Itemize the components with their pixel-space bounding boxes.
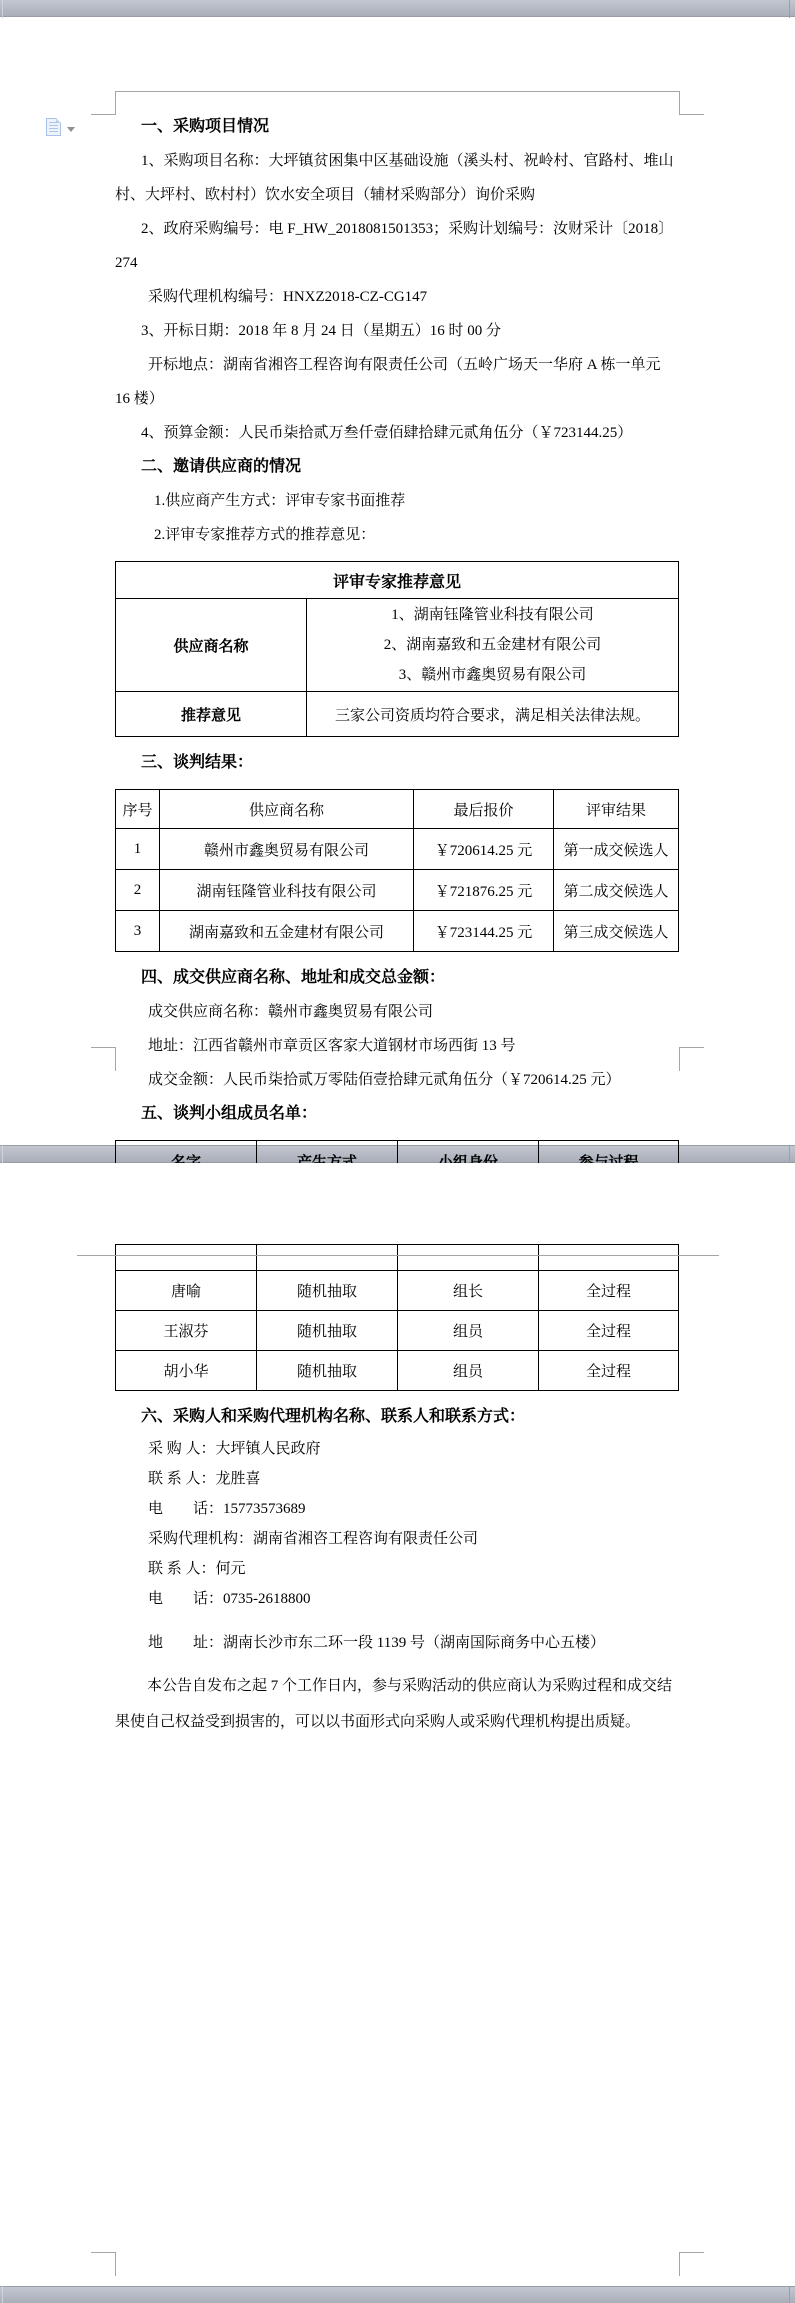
margin-mark-bottom-right-vertical-page2 bbox=[679, 2252, 680, 2276]
cell-result: 第一成交候选人 bbox=[554, 829, 679, 870]
cell-participation: 全过程 bbox=[539, 1271, 679, 1311]
supplier-3: 3、赣州市鑫奥贸易有限公司 bbox=[398, 667, 587, 683]
para-bid-opening-date: 3、开标日期：2018 年 8 月 24 日（星期五）16 时 00 分 bbox=[141, 323, 502, 339]
cell-member-name: 王淑芬 bbox=[116, 1311, 257, 1351]
cell-supplier: 湖南嘉致和五金建材有限公司 bbox=[160, 911, 414, 952]
supplier-1: 1、湖南钰隆管业科技有限公司 bbox=[391, 607, 594, 623]
margin-mark-bottom-right-vertical-page1 bbox=[679, 1047, 680, 1071]
empty-cell bbox=[539, 1245, 679, 1271]
para-agency: 采购代理机构：湖南省湘咨工程咨询有限责任公司 bbox=[148, 1531, 479, 1547]
section-heading-1: 一、采购项目情况 bbox=[141, 118, 270, 135]
page-fold-corner-shade bbox=[56, 118, 61, 123]
section-heading-3: 三、谈判结果： bbox=[141, 754, 254, 771]
para-bid-opening-place: 开标地点：湖南省湘咨工程咨询有限责任公司（五岭广场天一华府 A 栋一单元 16 楼） bbox=[115, 357, 661, 407]
para-contact-person-1: 联 系 人：龙胜喜 bbox=[148, 1471, 261, 1487]
cell-selection: 随机抽取 bbox=[257, 1351, 398, 1391]
section-heading-4: 四、成交供应商名称、地址和成交总金额： bbox=[141, 969, 446, 986]
para-agency-number: 采购代理机构编号：HNXZ2018-CZ-CG147 bbox=[148, 289, 428, 305]
document-page-1 bbox=[0, 18, 795, 1145]
table-row bbox=[116, 911, 679, 952]
cell-offer: ￥720614.25 元 bbox=[414, 829, 554, 870]
margin-mark-top-right-horizontal bbox=[679, 114, 704, 115]
document-lines-glyph bbox=[49, 122, 58, 132]
margin-mark-bottom-left-horizontal-page2 bbox=[91, 2252, 115, 2253]
cell-seq: 2 bbox=[116, 870, 160, 911]
cell-offer: ￥721876.25 元 bbox=[414, 870, 554, 911]
margin-mark-bottom-right-horizontal-page1 bbox=[679, 1047, 704, 1048]
table-row-continuation bbox=[116, 1245, 679, 1271]
cell-role: 组员 bbox=[398, 1351, 539, 1391]
supplier-2: 2、湖南嘉致和五金建材有限公司 bbox=[383, 637, 602, 653]
para-project-name: 1、采购项目名称：大坪镇贫困集中区基础设施（溪头村、祝岭村、官路村、堆山村、大坪村、欧村村）饮水安全项目（辅材采购部分）询价采购 bbox=[115, 153, 674, 203]
text-boundary-top-line-page2 bbox=[77, 1255, 719, 1256]
col-header-review-result: 评审结果 bbox=[554, 790, 679, 829]
cell-seq: 1 bbox=[116, 829, 160, 870]
para-winner-address: 地址：江西省赣州市章贡区客家大道钢材市场西街 13 号 bbox=[148, 1038, 516, 1054]
col-header-seq: 序号 bbox=[116, 790, 160, 829]
table-row bbox=[116, 1271, 679, 1311]
margin-mark-bottom-left-vertical-page2 bbox=[115, 2252, 116, 2276]
section-heading-6: 六、采购人和采购代理机构名称、联系人和联系方式： bbox=[141, 1408, 526, 1425]
col-header-final-offer: 最后报价 bbox=[414, 790, 554, 829]
cell-member-name: 胡小华 bbox=[116, 1351, 257, 1391]
document-page-2 bbox=[0, 1163, 795, 2286]
para-procurement-number: 2、政府采购编号：电 F_HW_2018081501353；采购计划编号：汝财采计〔2018〕274 bbox=[115, 221, 674, 271]
margin-mark-bottom-left-horizontal-page1 bbox=[91, 1047, 115, 1048]
cell-role: 组长 bbox=[398, 1271, 539, 1311]
para-closing-statement: 本公告自发布之起 7 个工作日内，参与采购活动的供应商认为采购过程和成交结果使自己权益受到损害的，可以以书面形式向采购人或采购代理机构提出质疑。 bbox=[115, 1678, 673, 1730]
section-heading-2: 二、邀请供应商的情况 bbox=[141, 458, 302, 475]
app-background-band-bottom bbox=[0, 2286, 795, 2303]
cell-result: 第二成交候选人 bbox=[554, 870, 679, 911]
margin-mark-bottom-right-horizontal-page2 bbox=[679, 2252, 704, 2253]
cell-member-name: 唐喻 bbox=[116, 1271, 257, 1311]
margin-mark-bottom-left-vertical-page1 bbox=[115, 1047, 116, 1071]
section-heading-5: 五、谈判小组成员名单： bbox=[141, 1105, 318, 1122]
panel-member-table-rows bbox=[115, 1244, 679, 1391]
cell-seq: 3 bbox=[116, 911, 160, 952]
margin-mark-top-left-horizontal bbox=[91, 114, 115, 115]
cell-supplier: 赣州市鑫奥贸易有限公司 bbox=[160, 829, 414, 870]
table-row bbox=[116, 829, 679, 870]
table-row bbox=[116, 870, 679, 911]
cell-selection: 随机抽取 bbox=[257, 1271, 398, 1311]
table-row bbox=[116, 1311, 679, 1351]
para-contact-person-2: 联 系 人：何元 bbox=[148, 1561, 246, 1577]
para-address: 地 址：湖南长沙市东二环一段 1139 号（湖南国际商务中心五楼） bbox=[148, 1635, 605, 1651]
col-header-supplier: 供应商名称 bbox=[160, 790, 414, 829]
table-row bbox=[116, 1351, 679, 1391]
supplier-name-list-cell bbox=[307, 599, 679, 692]
empty-cell bbox=[116, 1245, 257, 1271]
expert-recommendation-table bbox=[115, 561, 679, 737]
negotiation-result-table bbox=[115, 789, 679, 952]
chevron-down-icon[interactable] bbox=[67, 127, 75, 132]
supplier-name-label-cell: 供应商名称 bbox=[116, 599, 307, 692]
cell-selection: 随机抽取 bbox=[257, 1311, 398, 1351]
cell-result: 第三成交候选人 bbox=[554, 911, 679, 952]
para-budget-amount: 4、预算金额：人民币柒拾贰万叁仟壹佰肆拾肆元贰角伍分（￥723144.25） bbox=[141, 425, 633, 441]
cell-participation: 全过程 bbox=[539, 1351, 679, 1391]
margin-mark-top-left-vertical bbox=[115, 91, 116, 115]
app-background-band-top bbox=[0, 0, 795, 17]
cell-participation: 全过程 bbox=[539, 1311, 679, 1351]
para-recommend-intro: 2.评审专家推荐方式的推荐意见： bbox=[154, 527, 376, 543]
empty-cell bbox=[257, 1245, 398, 1271]
margin-mark-top-right-vertical bbox=[679, 91, 680, 115]
cell-role: 组员 bbox=[398, 1311, 539, 1351]
para-deal-amount: 成交金额：人民币柒拾贰万零陆佰壹拾肆元贰角伍分（￥720614.25 元） bbox=[148, 1072, 621, 1088]
para-phone-2: 电 话：0735-2618800 bbox=[148, 1591, 311, 1607]
cell-offer: ￥723144.25 元 bbox=[414, 911, 554, 952]
para-winner-name: 成交供应商名称：赣州市鑫奥贸易有限公司 bbox=[148, 1004, 434, 1020]
para-phone-1: 电 话：15773573689 bbox=[148, 1501, 306, 1517]
text-boundary-top-line-page1 bbox=[115, 91, 679, 92]
empty-cell bbox=[398, 1245, 539, 1271]
para-supplier-method: 1.供应商产生方式：评审专家书面推荐 bbox=[154, 493, 406, 509]
paste-options-icon[interactable] bbox=[46, 118, 61, 136]
para-purchaser: 采 购 人：大坪镇人民政府 bbox=[148, 1441, 321, 1457]
recommendation-table-title: 评审专家推荐意见 bbox=[116, 562, 679, 599]
opinion-label-cell: 推荐意见 bbox=[116, 692, 307, 737]
opinion-value-cell: 三家公司资质均符合要求，满足相关法律法规。 bbox=[307, 692, 679, 737]
cell-supplier: 湖南钰隆管业科技有限公司 bbox=[160, 870, 414, 911]
